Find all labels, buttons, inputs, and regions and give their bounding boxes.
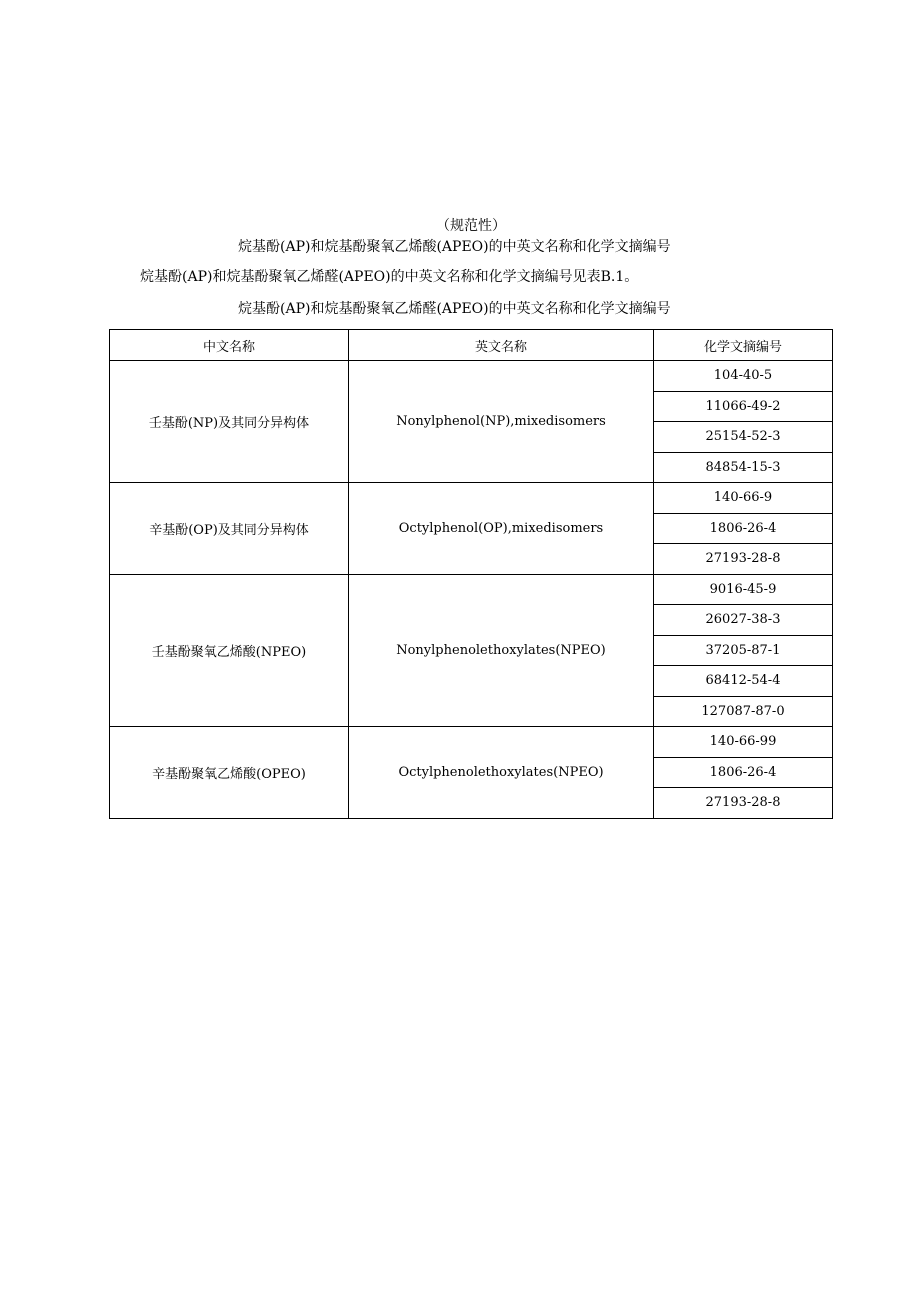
cas-number-cell: 27193-28-8	[654, 544, 833, 575]
appendix-title: 烷基酚(AP)和烷基酚聚氧乙烯酸(APEO)的中英文名称和化学文摘编号	[238, 239, 671, 255]
english-name-cell: Octylphenolethoxylates(NPEO)	[349, 727, 654, 819]
cas-number-cell: 68412-54-4	[654, 666, 833, 697]
table-caption: 烷基酚(AP)和烷基酚聚氧乙烯醛(APEO)的中英文名称和化学文摘编号	[238, 301, 671, 317]
table-row	[110, 483, 833, 514]
cas-number-cell: 26027-38-3	[654, 605, 833, 636]
table-row	[110, 727, 833, 758]
cas-number-cell: 127087-87-0	[654, 696, 833, 727]
cas-number-cell: 140-66-99	[654, 727, 833, 758]
table-row	[110, 574, 833, 605]
cas-number-cell: 84854-15-3	[654, 452, 833, 483]
chinese-name-cell: 壬基酚(NP)及其同分异构体	[110, 361, 349, 483]
english-name-cell: Nonylphenol(NP),mixedisomers	[349, 361, 654, 483]
cas-number-cell: 1806-26-4	[654, 513, 833, 544]
chinese-name-cell: 壬基酚聚氧乙烯酸(NPEO)	[110, 574, 349, 727]
cas-number-cell: 104-40-5	[654, 361, 833, 392]
cas-number-cell: 9016-45-9	[654, 574, 833, 605]
cas-number-cell: 140-66-9	[654, 483, 833, 514]
cas-number-cell: 11066-49-2	[654, 391, 833, 422]
column-header-english-name: 英文名称	[349, 330, 654, 361]
cas-number-cell: 37205-87-1	[654, 635, 833, 666]
english-name-cell: Octylphenol(OP),mixedisomers	[349, 483, 654, 575]
column-header-chinese-name: 中文名称	[110, 330, 349, 361]
intro-sentence: 烷基酚(AP)和烷基酚聚氧乙烯醛(APEO)的中英文名称和化学文摘编号见表B.1。	[140, 269, 639, 285]
chinese-name-cell: 辛基酚聚氧乙烯酸(OPEO)	[110, 727, 349, 819]
table-header-row	[110, 330, 833, 361]
cas-number-cell: 25154-52-3	[654, 422, 833, 453]
english-name-cell: Nonylphenolethoxylates(NPEO)	[349, 574, 654, 727]
cas-number-cell: 27193-28-8	[654, 788, 833, 819]
table-row	[110, 361, 833, 392]
cas-table	[109, 329, 833, 819]
column-header-cas-number: 化学文摘编号	[654, 330, 833, 361]
cas-number-cell: 1806-26-4	[654, 757, 833, 788]
appendix-label: （规范性）	[436, 218, 506, 234]
chinese-name-cell: 辛基酚(OP)及其同分异构体	[110, 483, 349, 575]
